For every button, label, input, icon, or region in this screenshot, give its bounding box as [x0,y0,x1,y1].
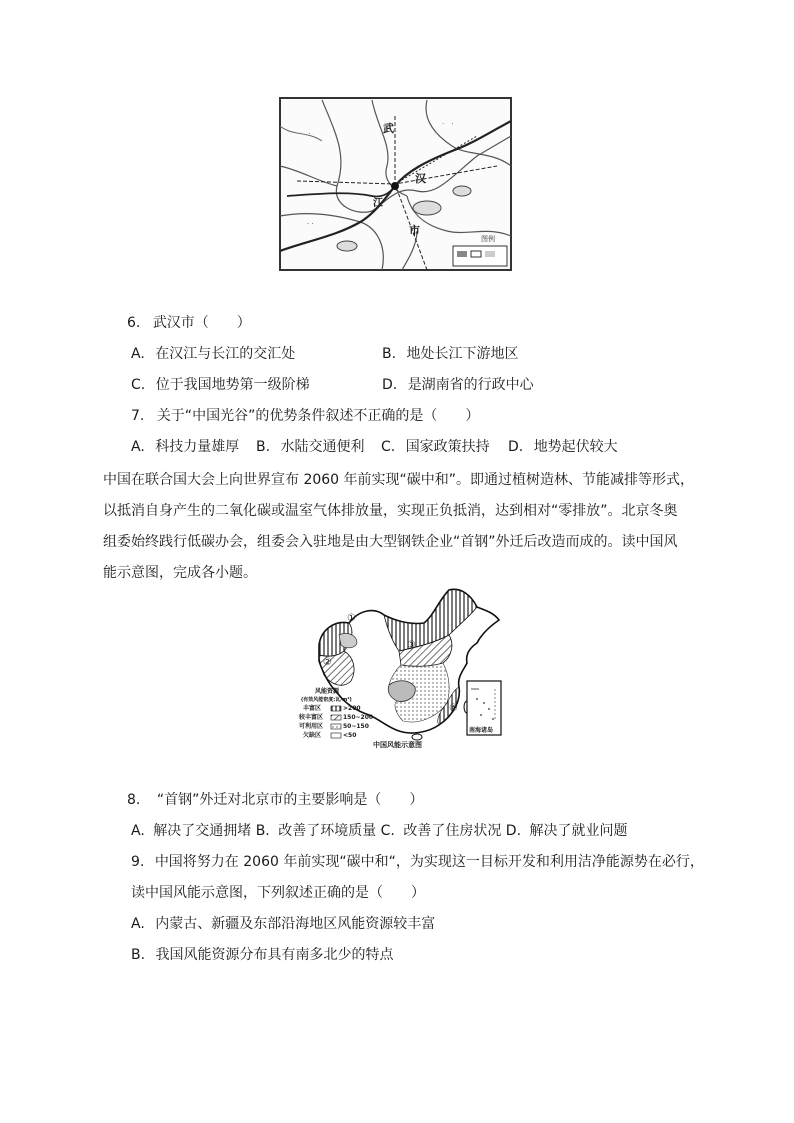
question-9-option-a[interactable] [131,914,435,934]
option-text: 我国风能资源分布具有南多北少的特点 [155,947,394,963]
region-marker-2: ② [323,657,332,668]
option-letter: C. [131,377,146,393]
legend-item-usable [299,723,379,731]
question-number: 8. [127,792,141,808]
legend-item-lacking [303,732,373,740]
option-text: 是湖南省的行政中心 [407,377,534,393]
option-text: 国家政策扶持 [405,439,490,455]
question-stem: 关于“中国光谷”的优势条件叙述不正确的是（ ） [156,408,480,424]
option-letter: D. [505,823,522,839]
option-letter: A. [131,823,145,839]
passage-line: 组委始终践行低碳办会，组委会入驻地是由大型钢铁企业“首钢”外迁后改造而成的。读中国风 [103,534,678,550]
option-text: 改善了环境质量 [278,823,377,839]
option-letter: B. [255,823,270,839]
question-6-option-d[interactable] [382,375,534,395]
option-letter: C. [381,439,396,455]
question-stem-line1: 中国将努力在 2060 年前实现“碳中和“，为实现这一目标开发和利用洁净能源势在必行， [154,854,704,870]
legend-subtitle: (有效风能密度:瓦/m²) [301,697,352,703]
question-8-option-b[interactable] [256,823,381,839]
question-stem: 武汉市（ ） [152,315,251,331]
region-marker-4: ④ [449,703,458,714]
option-letter: B. [256,439,271,455]
map-caption: 中国风能示意图 [373,741,422,749]
option-letter: B. [382,346,397,362]
question-9 [131,852,704,872]
question-9-option-b[interactable] [131,945,394,965]
map1-label-shi: 市 [409,224,420,237]
svg-text:· ·: · · [442,120,454,128]
option-text: 在汉江与长江的交汇处 [155,346,296,362]
option-letter: C. [380,823,395,839]
legend-name: 可利用区 [299,723,324,730]
option-text: 解决了交通拥堵 [153,823,252,839]
option-text: 水陆交通便利 [280,439,365,455]
wuhan-map [277,96,514,274]
question-6-option-c[interactable] [131,375,310,395]
option-text: 地处长江下游地区 [406,346,519,362]
wind-legend [301,687,352,705]
question-8 [127,790,423,810]
question-6 [127,313,251,333]
question-7-option-a[interactable] [131,437,239,457]
region-marker-1: ① [347,613,356,624]
question-7-option-d[interactable] [508,437,618,457]
legend-item-rich [303,705,373,713]
option-text: 解决了就业问题 [529,823,628,839]
question-8-option-a[interactable] [131,823,256,839]
question-8-options [131,821,627,841]
question-7-option-c[interactable] [381,437,490,457]
option-letter: B. [131,947,146,963]
passage-line: 能示意图，完成各小题。 [103,565,257,581]
svg-text:· ·: · · [299,130,311,138]
legend-title: 风能资源 [315,688,340,695]
legend-name: 欠缺区 [303,732,322,739]
question-9-stem-line2 [131,883,425,903]
legend-name: 丰富区 [303,705,322,712]
question-6-option-a[interactable] [131,344,295,364]
reading-passage [103,465,695,589]
svg-text:· ·: · · [307,220,314,228]
question-6-option-b[interactable] [382,344,519,364]
question-number: 9. [131,854,145,870]
question-7-option-b[interactable] [256,437,365,457]
inset-caption: 南海诸岛 [469,727,494,734]
passage-line: 中国在联合国大会上向世界宣布 2060 年前实现“碳中和”。即通过植树造林、节能减排等形式， [103,472,695,488]
option-text: 地势起伏较大 [533,439,618,455]
question-stem-line2: 读中国风能示意图，下列叙述正确的是（ ） [131,885,425,901]
map1-label-wu: 武 [383,122,394,135]
map1-label-han: 汉 [415,172,426,185]
option-text: 科技力量雄厚 [155,439,240,455]
question-number: 6. [127,315,141,331]
china-wind-map [299,585,506,755]
option-letter: A. [131,916,145,932]
option-letter: A. [131,439,145,455]
question-number: 7. [131,408,145,424]
question-8-option-d[interactable] [506,823,628,839]
option-letter: D. [382,377,398,393]
question-8-option-c[interactable] [381,823,506,839]
map1-legend-label: 图例 [481,235,495,243]
option-text: 内蒙古、新疆及东部沿海地区风能资源较丰富 [155,916,436,932]
option-letter: D. [508,439,524,455]
option-text: 位于我国地势第一级阶梯 [155,377,310,393]
question-7 [131,406,479,426]
legend-name: 较丰富区 [299,714,324,721]
option-letter: A. [131,346,145,362]
passage-line: 以抵消自身产生的二氧化碳或温室气体排放量，实现正负抵消，达到相对“零排放”。北京冬奥 [103,503,678,519]
option-text: 改善了住房状况 [403,823,502,839]
legend-range: 50~150 [343,723,369,730]
map1-label-jiang: 江 [373,198,383,209]
legend-range: <50 [343,732,357,739]
wuhan-map-graphic [277,96,514,274]
region-marker-3: ③ [407,640,416,651]
legend-range: >200 [343,705,361,712]
legend-range: 150~200 [343,714,374,721]
legend-item-fairly-rich [299,714,379,722]
question-stem: “首钢”外迁对北京市的主要影响是（ ） [156,792,424,808]
